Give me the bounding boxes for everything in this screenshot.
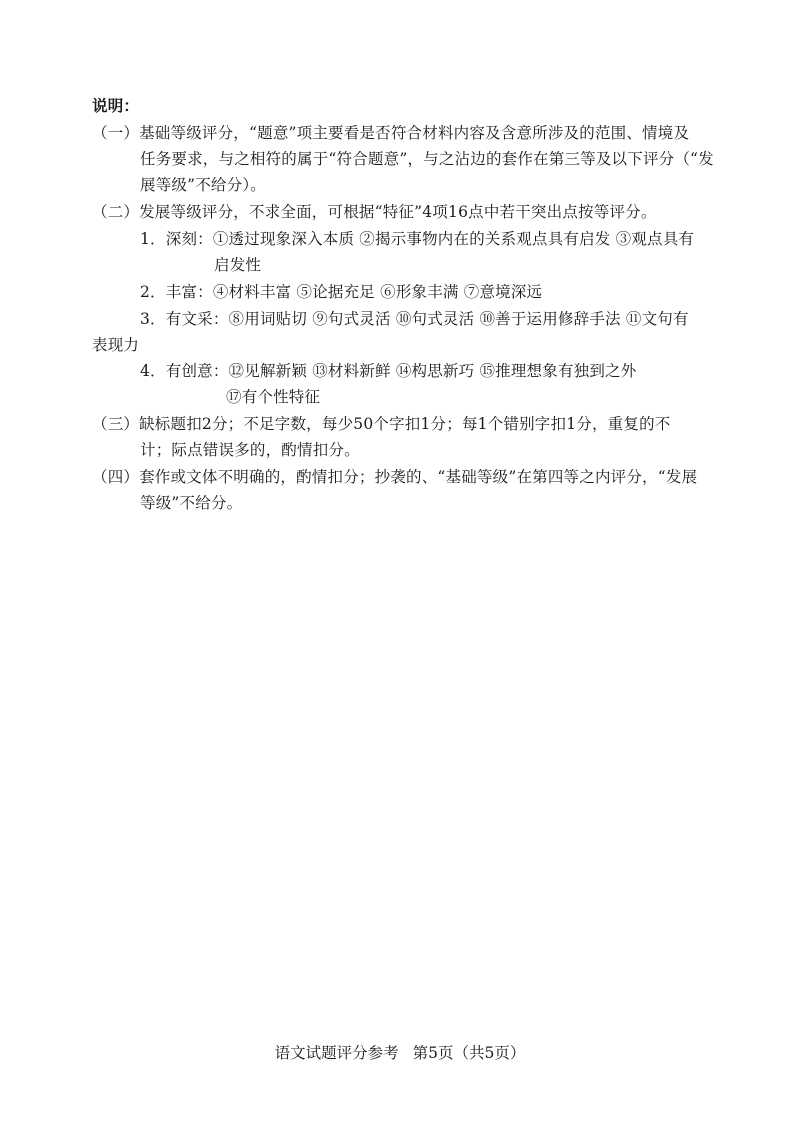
paragraph-line: 等级”不给分。 (140, 494, 243, 512)
section-heading: 说明： (92, 97, 140, 115)
list-item: 1．深刻：①透过现象深入本质 ②揭示事物内在的关系观点具有启发 ③观点具有 (140, 230, 695, 248)
list-item-continuation: 启发性 (214, 256, 262, 274)
footer-title: 语文试题评分参考 (274, 1044, 399, 1062)
footer-page-number: 第5页（共5页） (412, 1044, 526, 1062)
list-item-continuation: 表现力 (92, 336, 140, 354)
paragraph-line: 计；际点错误多的，酌情扣分。 (140, 441, 360, 459)
paragraph-line: （二）发展等级评分，不求全面，可根据“特征”4项16点中若干突出点按等评分。 (92, 203, 657, 221)
paragraph-line: （一）基础等级评分，“题意”项主要看是否符合材料内容及含意所涉及的范围、情境及 (92, 124, 690, 142)
list-item-continuation: ⑰有个性特征 (226, 388, 321, 406)
list-item: 3．有文采：⑧用词贴切 ⑨句式灵活 ⑩句式灵活 ⑩善于运用修辞手法 ⑪文句有 (140, 310, 689, 328)
paragraph-line: （三）缺标题扣2分；不足字数，每少50个字扣1分；每1个错别字扣1分，重复的不 (92, 415, 671, 433)
list-item: 2．丰富：④材料丰富 ⑤论据充足 ⑥形象丰满 ⑦意境深远 (140, 283, 543, 301)
paragraph-line: 任务要求，与之相符的属于“符合题意”，与之沾边的套作在第三等及以下评分（“发 (140, 150, 714, 168)
list-item: 4．有创意：⑫见解新颖 ⑬材料新鲜 ⑭构思新巧 ⑮推理想象有独到之外 (140, 362, 637, 380)
paragraph-line: 展等级”不给分）。 (140, 176, 266, 194)
page-footer (0, 1043, 800, 1063)
paragraph-line: （四）套作或文体不明确的，酌情扣分；抄袭的、“基础等级”在第四等之内评分，“发展 (92, 468, 698, 486)
